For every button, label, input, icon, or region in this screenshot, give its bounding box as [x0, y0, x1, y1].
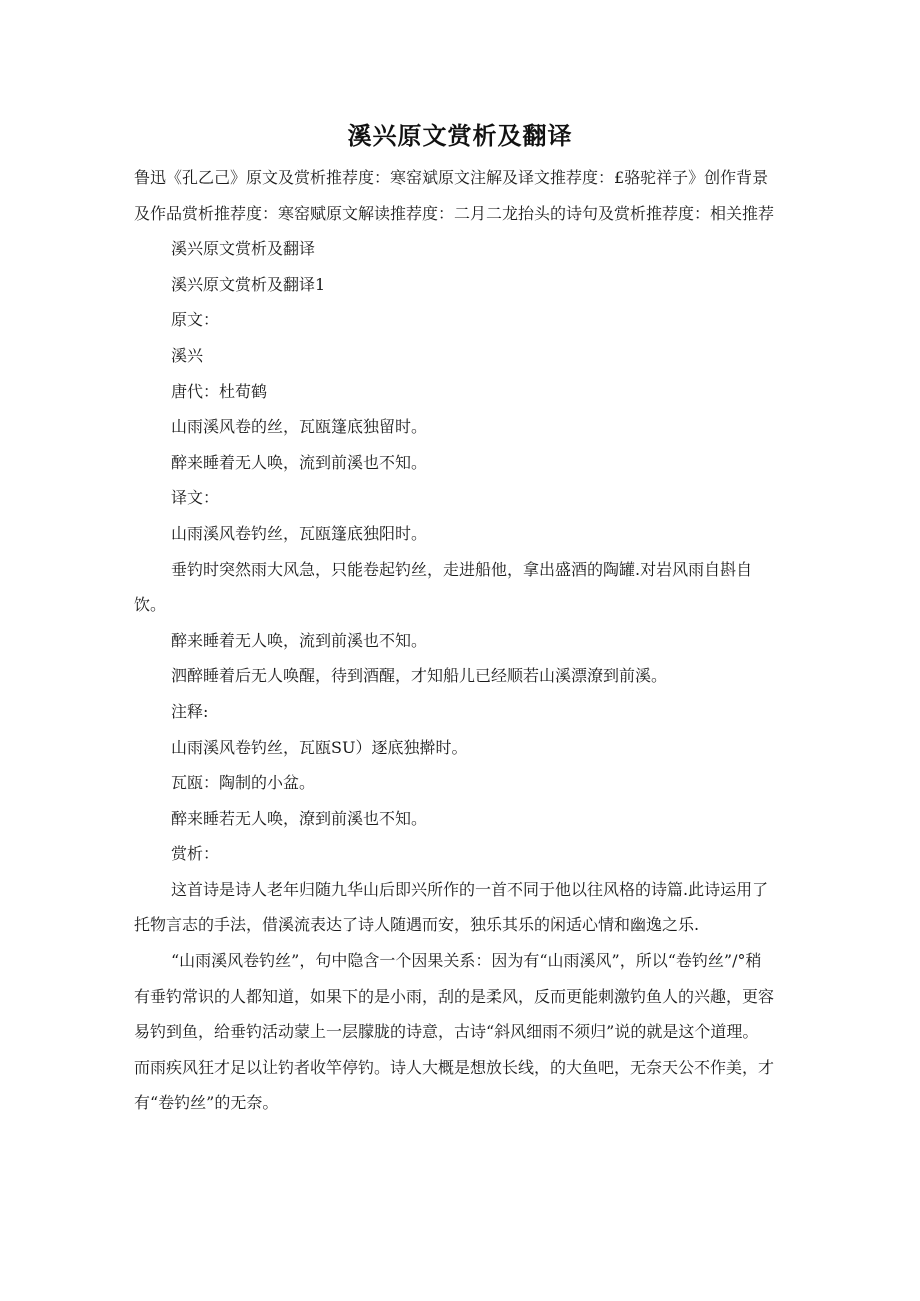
document-body: [134, 160, 774, 1121]
paragraph: 山雨溪风卷钓丝，瓦瓯SU）逐底独擀时。: [171, 737, 468, 757]
paragraph: 醉来睡着无人唤，流到前溪也不知。: [171, 452, 428, 472]
paragraph: 赏析：: [171, 844, 220, 864]
paragraph: 译文：: [171, 488, 220, 508]
paragraph: “山雨溪风卷钓丝”，句中隐含一个因果关系：因为有“山雨溪风”，所以“卷钓丝”/°稍有垂钓常识的人都知道，如果下的是小雨，刮的是柔风，反而更能刺激钓鱼人的兴趣，更容易钓到鱼，给垂钓活动蒙上一层朦胧的诗意，古诗“斜风细雨不须归”说的就是这个道理。而雨疾风狂才足以让钓者收竿停钓。诗人大概是想放长线，的大鱼吧，无奈天公不作美，才有“卷钓丝”的无奈。: [134, 951, 775, 1113]
paragraph: 泗醉睡着后无人唤醒，待到酒醒，才知船儿已经顺若山溪漂潦到前溪。: [171, 666, 668, 686]
paragraph: 注释:: [171, 701, 209, 721]
paragraph: 鲁迅《孔乙己》原文及赏析推荐度：寒窑斌原文注解及译文推荐度：£骆驼祥子》创作背景及作品赏析推荐度：寒窑赋原文解读推荐度：二月二龙抬头的诗句及赏析推荐度：相关推荐: [134, 168, 775, 223]
paragraph: 瓦瓯：陶制的小盆。: [171, 773, 316, 793]
document-title: 溪兴原文赏析及翻译: [347, 122, 573, 150]
paragraph: 唐代：杜荀鹤: [171, 381, 268, 401]
paragraph: 山雨溪风卷钓丝，瓦瓯篷底独阳时。: [171, 523, 428, 543]
paragraph: 这首诗是诗人老年归随九华山后即兴所作的一首不同于他以往风格的诗篇.此诗运用了托物言志的手法，借溪流表达了诗人随遇而安，独乐其乐的闲适心情和幽逸之乐.: [134, 879, 769, 935]
paragraph: 溪兴原文赏析及翻译1: [171, 274, 326, 294]
paragraph: 溪兴: [171, 345, 204, 365]
paragraph: 醉来睡着无人唤，流到前溪也不知。: [171, 630, 428, 650]
paragraph: 垂钓时突然雨大风急，只能卷起钓丝，走进船他，拿出盛酒的陶罐.对岩风雨自斟自饮。: [134, 559, 753, 615]
paragraph: 山雨溪风卷的丝，瓦瓯篷底独留时。: [171, 417, 428, 437]
paragraph: 醉来睡若无人唤，潦到前溪也不知。: [171, 808, 428, 828]
paragraph: 原文：: [171, 310, 220, 330]
paragraph: 溪兴原文赏析及翻译: [171, 239, 316, 259]
